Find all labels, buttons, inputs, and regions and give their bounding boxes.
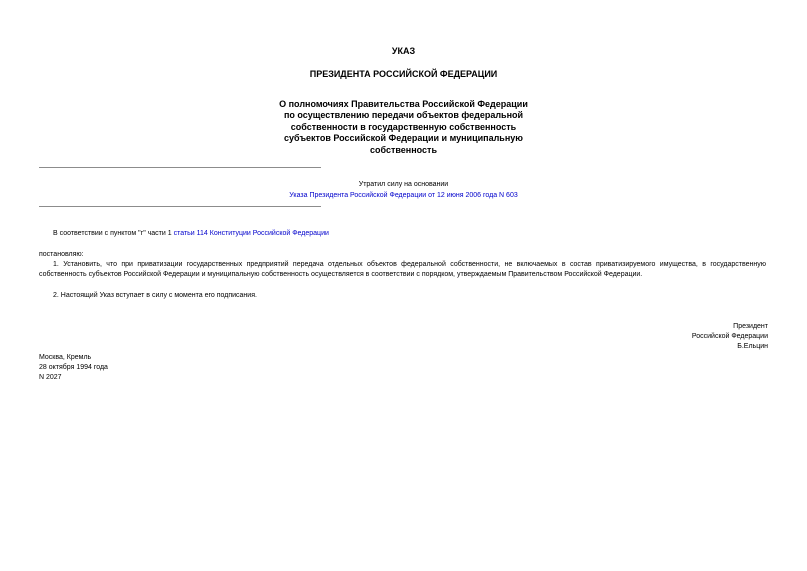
decree-number: N 2027 <box>39 374 62 381</box>
subject-line: по осуществлению передачи объектов федеральной <box>283 110 524 121</box>
signature-block <box>560 322 768 352</box>
subject-line: собственности в государственную собственность <box>290 121 517 132</box>
document-subject <box>240 99 567 156</box>
constitution-article-link[interactable]: статьи 114 Конституции Российской Федерации <box>173 230 329 237</box>
signing-date: 28 октября 1994 года <box>39 364 108 371</box>
status-note-text: Утратил силу на основании <box>358 181 449 188</box>
subject-line: собственность <box>370 144 437 155</box>
signature-position: Президент <box>733 323 768 330</box>
divider-bottom <box>39 206 321 207</box>
preamble-text: В соответствии с пунктом "г" части 1 <box>53 230 174 237</box>
signing-place: Москва, Кремль <box>39 354 92 361</box>
subject-line: О полномочиях Правительства Российской Федерации <box>279 99 528 109</box>
document-type-title: УКАЗ <box>391 46 416 56</box>
decree-word: постановляю: <box>39 251 84 258</box>
subject-line: субъектов Российской Федерации и муниципальную <box>284 133 523 144</box>
footer-block <box>39 353 108 383</box>
preamble <box>53 229 753 239</box>
decree-item-1: 1. Установить, что при приватизации государственных предприятий передача отдельных объектов федеральной собственности, не включаемых в состав приватизируемого имущества, в государственную собственность субъектов Российской Федерации и муниципальную собственность осуществляется в соответствии с порядком, утверждаемым Правительством Российской Федерации. <box>39 261 766 278</box>
issuer-title: ПРЕЗИДЕНТА РОССИЙСКОЙ ФЕДЕРАЦИИ <box>309 69 498 79</box>
divider-top <box>39 167 321 168</box>
signature-name: Б.Ельцин <box>737 343 768 350</box>
repeal-decree-link[interactable]: Указа Президента Российской Федерации от 12 июня 2006 года N 603 <box>289 192 518 199</box>
decree-item-2: 2. Настоящий Указ вступает в силу с момента его подписания. <box>53 292 257 299</box>
signature-country: Российской Федерации <box>691 333 768 340</box>
